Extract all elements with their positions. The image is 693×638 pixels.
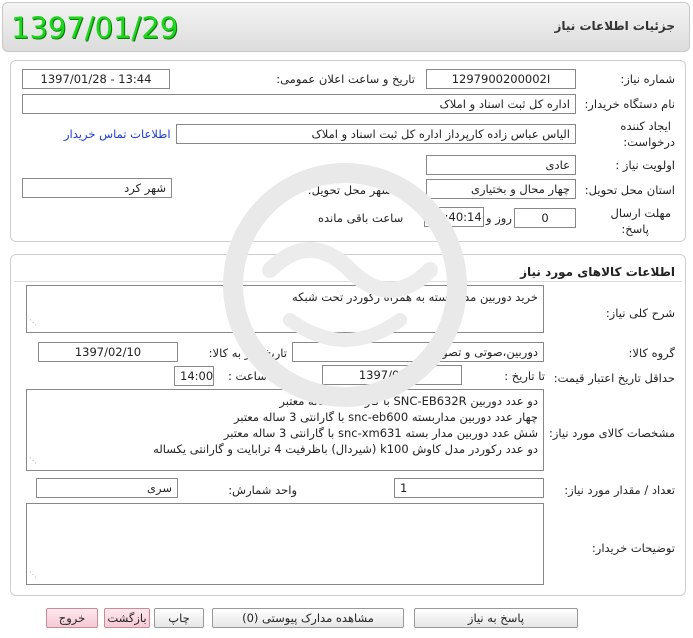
resize-grip-icon: ⋰: [29, 456, 37, 465]
summary-field: [26, 285, 544, 333]
deadline-time-field: 00:40:14: [424, 207, 484, 227]
buyer-contact-link[interactable]: اطلاعات تماس خریدار: [64, 127, 171, 141]
province-label: استان محل تحویل:: [584, 183, 675, 197]
unit-field: سری: [36, 478, 178, 498]
min-price-date-label: حداقل تاریخ اعتبار قیمت:: [553, 371, 675, 385]
print-button[interactable]: چاپ: [154, 608, 204, 628]
deadline-label-2: پاسخ:: [621, 222, 649, 236]
buyer-org-label: نام دستگاه خریدار:: [584, 97, 675, 111]
summary-label: شرح کلی نیاز:: [605, 306, 675, 320]
need-number-field: 1297900200002I: [426, 69, 576, 89]
buyer-notes-field: [26, 503, 544, 585]
quantity-field: 1: [394, 478, 544, 498]
need-number-label: شماره نیاز:: [620, 72, 675, 86]
exit-button[interactable]: خروج: [46, 608, 98, 628]
creator-label-2: درخواست:: [623, 135, 675, 149]
announce-date-label: تاریخ و ساعت اعلان عمومی:: [276, 72, 415, 86]
view-attachments-button[interactable]: مشاهده مدارک پیوستی (0): [212, 608, 404, 628]
spec-line: چهار عدد دوربین مداربسته snc-eb600 با گارانتی 3 ساله معتبر: [234, 410, 538, 424]
spec-line: دو عدد دوربین SNC-EB632R با گارانتی 3 ساله معتبر: [279, 394, 538, 408]
need-date-field: 1397/02/10: [38, 342, 178, 362]
until-date-field: 1397/02/10: [322, 365, 462, 385]
province-field: چهار محال و بختیاری: [426, 179, 576, 199]
hour-label: ساعت :: [228, 369, 267, 383]
resize-grip-icon: ⋰: [29, 570, 37, 579]
quantity-label: تعداد / مقدار مورد نیاز:: [564, 483, 675, 497]
specs-label: مشخصات کالای مورد نیاز:: [548, 426, 675, 440]
until-date-label: تا تاریخ :: [504, 369, 545, 383]
reply-button[interactable]: پاسخ به نیاز: [414, 608, 578, 628]
deadline-label-1: مهلت ارسال: [610, 206, 671, 220]
spec-line: دو عدد رکوردر مدل کاوش k100 (شیردال) باظرفیت 4 ترابایت و گارانتی یکساله: [153, 442, 538, 456]
city-label: شهر محل تحویل:: [307, 183, 391, 197]
announce-date-field: 1397/01/28 - 13:44: [22, 69, 170, 89]
city-field: شهر کرد: [22, 178, 172, 198]
deadline-remaining-label: ساعت باقی مانده: [318, 211, 404, 225]
buyer-org-field: اداره کل ثبت اسناد و املاک: [22, 94, 576, 114]
need-date-label: تاریخ نیاز به کالا:: [208, 346, 287, 360]
section-divider: [14, 281, 682, 282]
specs-field: [26, 389, 544, 471]
creator-field: الیاس عباس زاده کارپرداز اداره کل ثبت اسناد و املاک: [176, 124, 576, 144]
back-button[interactable]: بازگشت: [104, 608, 150, 628]
group-label: گروه کالا:: [628, 346, 675, 360]
priority-label: اولویت نیاز :: [615, 158, 675, 172]
hour-field: 14:00: [174, 366, 214, 386]
summary-text: خرید دوربین مدار بسته به همراه رکوردر تحت شبکه: [291, 290, 538, 304]
goods-section-title: اطلاعات کالاهای مورد نیاز: [520, 265, 675, 279]
unit-label: واحد شمارش:: [228, 483, 297, 497]
resize-grip-icon: ⋰: [29, 318, 37, 327]
spec-line: شش عدد دوربین مدار بسته snc-xm631 با گارانتی 3 ساله معتبر: [223, 426, 538, 440]
deadline-days-field: 0: [514, 208, 576, 228]
priority-field: عادی: [426, 155, 576, 175]
buyer-notes-label: توضیحات خریدار:: [591, 541, 675, 555]
creator-label-1: ایجاد کننده: [620, 119, 671, 133]
page-header: [2, 2, 690, 52]
deadline-days-label: روز و: [486, 211, 512, 225]
page-title: جزئیات اطلاعات نیاز: [554, 19, 675, 33]
group-field: دوربین،صوتی و تصویر: [292, 342, 544, 362]
header-date: 1397/01/29: [11, 11, 179, 45]
